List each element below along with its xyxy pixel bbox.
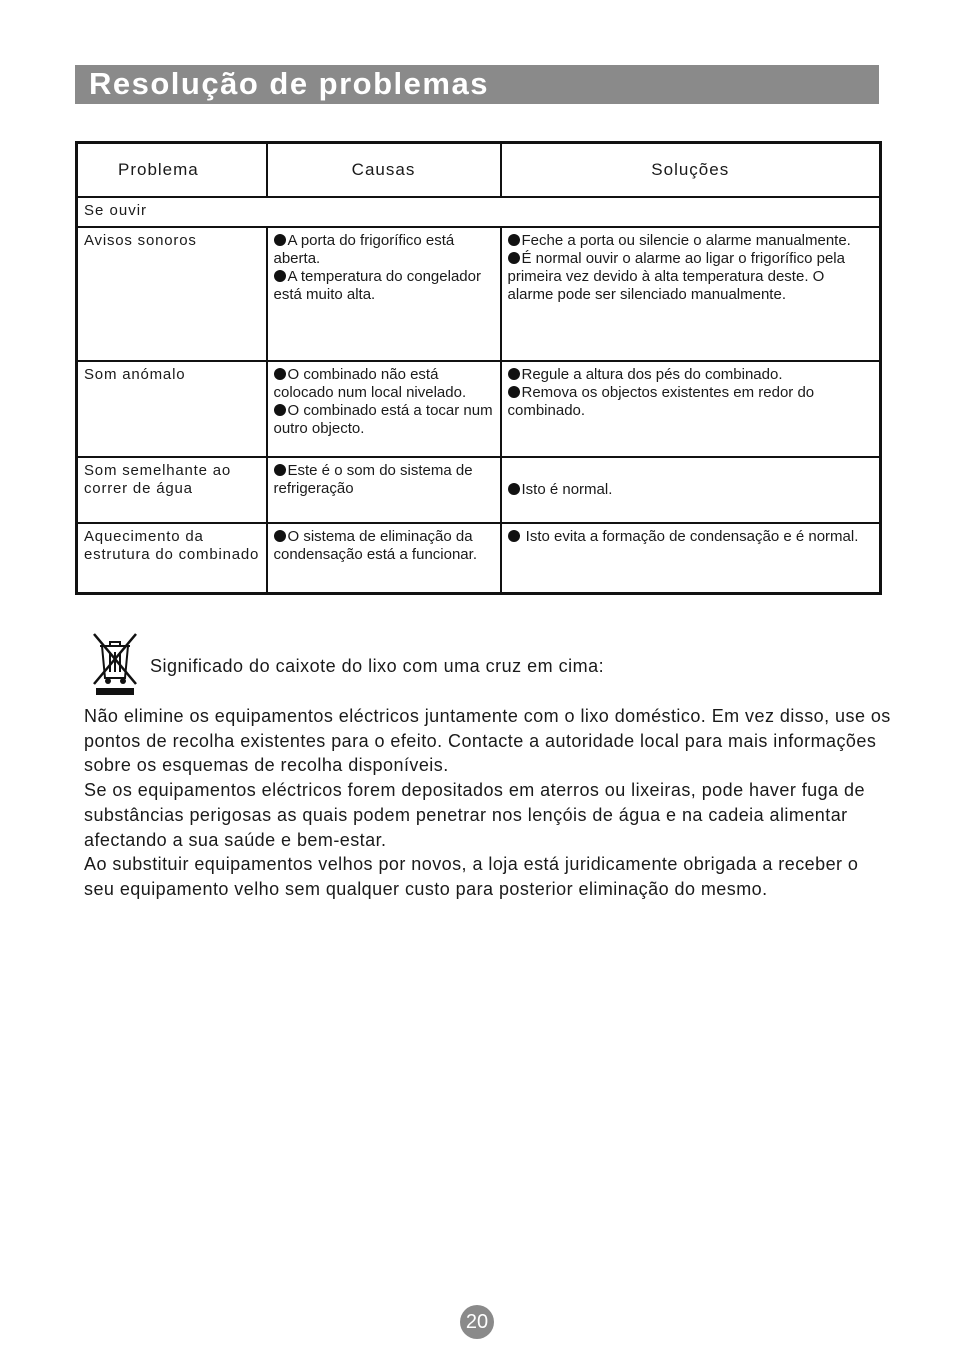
problem-cell: Aquecimento da estrutura do combinado <box>77 523 267 594</box>
header-causes: Causas <box>267 143 501 198</box>
troubleshooting-table-wrapper <box>75 141 879 595</box>
table-section-row <box>77 197 881 227</box>
cause-item: O sistema de eliminação da condensação está a funcionar. <box>273 528 477 563</box>
bullet-icon <box>508 386 520 398</box>
solutions-cell <box>501 523 881 594</box>
bullet-icon <box>274 270 286 282</box>
problem-cell: Avisos sonoros <box>77 227 267 361</box>
table-row <box>77 457 881 523</box>
problem-cell: Som anómalo <box>77 361 267 457</box>
solution-item: Isto é normal. <box>508 481 874 499</box>
bullet-icon <box>508 234 520 246</box>
crossed-out-wheelie-bin-icon <box>88 630 142 698</box>
disposal-notes <box>84 704 894 902</box>
solution-item: Regule a altura dos pés do combinado. <box>508 366 874 384</box>
table-header-row <box>77 143 881 198</box>
solutions-cell <box>501 361 881 457</box>
header-solutions: Soluções <box>501 143 881 198</box>
title-bar <box>75 65 879 104</box>
bullet-icon <box>508 483 520 495</box>
causes-cell <box>267 361 501 457</box>
solutions-cell <box>501 227 881 361</box>
page-number: 20 <box>460 1305 494 1339</box>
paragraph: Não elimine os equipamentos eléctricos juntamente com o lixo doméstico. Em vez disso, use os pontos de recolha existentes para o efeito. Contacte a autoridade local para mais informações sobre os esquemas de recolha disponíveis. <box>84 706 891 776</box>
bullet-icon <box>508 252 520 264</box>
weee-caption: Significado do caixote do lixo com uma cruz em cima: <box>150 656 605 676</box>
problem-cell: Som semelhante ao correr de água <box>77 457 267 523</box>
table-row <box>77 523 881 594</box>
bullet-icon <box>274 404 286 416</box>
table-row <box>77 227 881 361</box>
causes-cell <box>267 227 501 361</box>
solution-item: Isto evita a formação de condensação e é normal. <box>508 528 874 546</box>
cause-item: Este é o som do sistema de refrigeração <box>273 462 473 497</box>
bullet-icon <box>274 530 286 542</box>
cause-item: O combinado não está colocado num local nivelado. <box>273 366 467 401</box>
solution-item: Feche a porta ou silencie o alarme manualmente. <box>508 232 874 250</box>
paragraph: Se os equipamentos eléctricos forem depositados em aterros ou lixeiras, pode haver fuga de substâncias perigosas as quais podem penetrar nos lençóis de água e na cadeia alimentar afectando a sua saúde e bem-estar. <box>84 780 865 850</box>
bullet-icon <box>508 530 520 542</box>
header-problem: Problema <box>77 143 267 198</box>
solutions-cell <box>501 457 881 523</box>
bullet-icon <box>274 234 286 246</box>
solution-item: Remova os objectos existentes em redor do combinado. <box>507 384 815 419</box>
cause-item: A temperatura do congelador está muito alta. <box>273 268 481 303</box>
cause-item: A porta do frigorífico está aberta. <box>273 232 455 267</box>
page-title: Resolução de problemas <box>89 66 489 101</box>
bullet-icon <box>274 368 286 380</box>
causes-cell <box>267 523 501 594</box>
section-label: Se ouvir <box>77 197 881 227</box>
troubleshooting-table <box>75 141 882 595</box>
paragraph: Ao substituir equipamentos velhos por novos, a loja está juridicamente obrigada a receber o seu equipamento velho sem qualquer custo para posterior eliminação do mesmo. <box>84 854 859 899</box>
cause-item: O combinado está a tocar num outro objecto. <box>273 402 493 437</box>
bullet-icon <box>508 368 520 380</box>
table-row <box>77 361 881 457</box>
causes-cell <box>267 457 501 523</box>
bullet-icon <box>274 464 286 476</box>
solution-item: É normal ouvir o alarme ao ligar o frigorífico pela primeira vez devido à alta temperatura deste. O alarme pode ser silenciado manualmente. <box>507 250 845 303</box>
